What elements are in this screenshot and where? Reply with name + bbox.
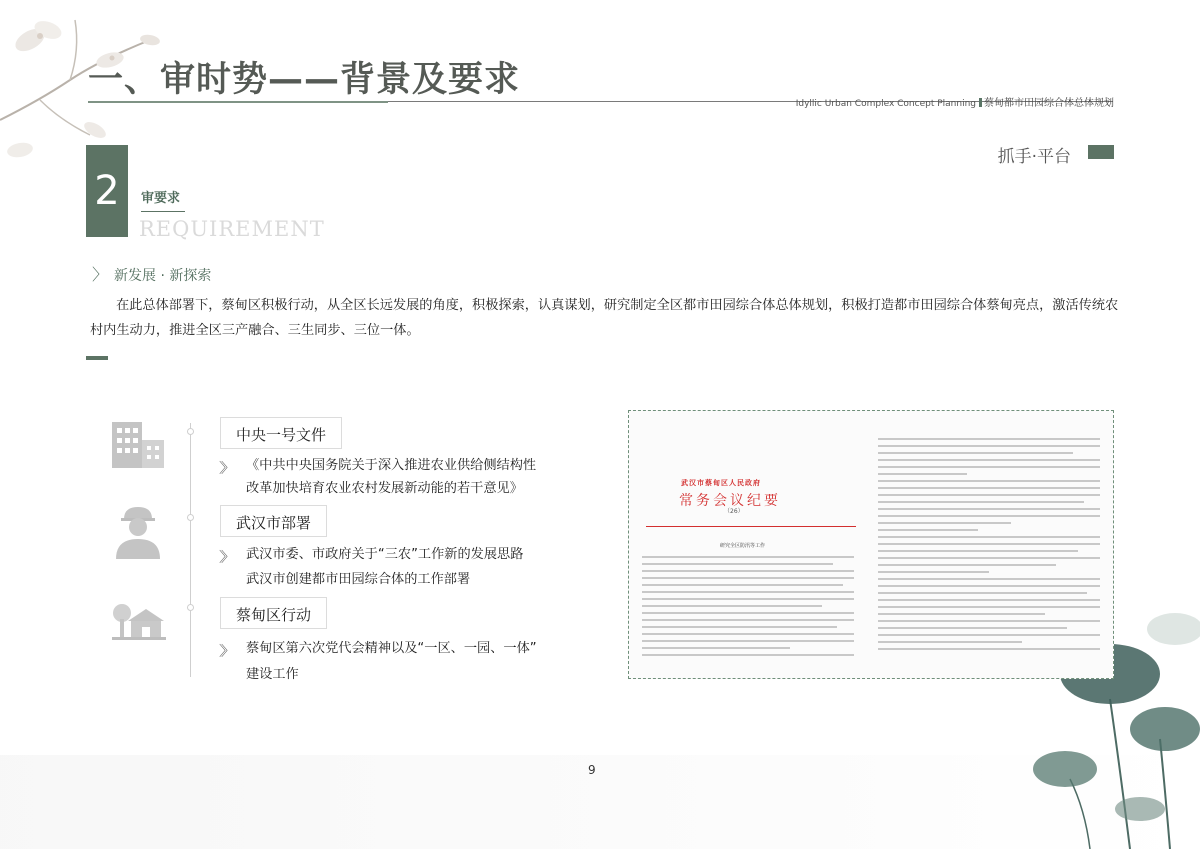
timeline-tag: 武汉市部署: [220, 505, 327, 537]
timeline-item-text: 《中共中央国务院关于深入推进农业供给侧结构性: [246, 458, 537, 473]
double-chevron-icon: 〉〉: [219, 461, 230, 477]
double-chevron-icon: 〉〉: [219, 550, 230, 566]
timeline-line: [190, 423, 191, 677]
document-left-column: [642, 556, 854, 661]
intro-paragraph: 在此总体部署下，蔡甸区积极行动，从全区长远发展的角度，积极探索，认真谋划，研究制定全区都市田园综合体总体规划，积极打造都市田园综合体蔡甸亮点，激活传统农村内生动力，推进全区三产融合、三生同步、三位一体。: [90, 298, 1119, 338]
header-rule-accent: [88, 101, 388, 103]
office-building-icon: [110, 420, 166, 470]
page-number: 9: [588, 763, 596, 777]
timeline-item-text: 建设工作: [246, 667, 299, 682]
timeline-item-text: 武汉市委、市政府关于“三农”工作新的发展思路: [246, 547, 524, 562]
chevron-right-icon: 〉: [92, 265, 109, 284]
subtitle-chinese: 蔡甸都市田园综合体总体规划: [984, 98, 1114, 109]
section-title-underline: [141, 211, 185, 212]
double-chevron-icon: 〉〉: [219, 644, 230, 660]
divider-bar: [86, 356, 108, 360]
section-title-english: REQUIREMENT: [139, 217, 325, 241]
subtitle-marker: [979, 98, 982, 107]
document-red-rule: [646, 526, 856, 527]
section-label-block: [1088, 145, 1114, 159]
timeline-tag: 蔡甸区行动: [220, 597, 327, 629]
farm-house-icon: [110, 603, 166, 641]
document-caption: 研究全区防汛等工作: [720, 543, 766, 549]
timeline-dot: [187, 428, 194, 435]
section-title: 审要求: [141, 191, 181, 206]
intro-heading-text: 新发展 · 新探索: [114, 268, 212, 284]
section-label: 抓手·平台: [997, 147, 1071, 167]
page-title: 一、审时势——背景及要求: [88, 60, 521, 100]
worker-person-icon: [112, 503, 164, 559]
document-issuer: 武汉市蔡甸区人民政府: [681, 479, 761, 487]
document-title: 常务会议纪要: [679, 493, 781, 509]
subtitle-english: Idyllic Urban Complex Concept Planning: [795, 99, 976, 109]
section-number: 2: [86, 145, 128, 237]
document-right-column: [878, 438, 1100, 655]
timeline-dot: [187, 514, 194, 521]
timeline-item-text: 武汉市创建都市田园综合体的工作部署: [246, 572, 471, 587]
timeline-tag: 中央一号文件: [220, 417, 342, 449]
timeline-item-text: 蔡甸区第六次党代会精神以及“一区、一园、一体”: [246, 641, 537, 656]
timeline-dot: [187, 604, 194, 611]
header-subtitle: [796, 94, 1114, 109]
document-number: （26）: [724, 508, 744, 515]
timeline-item-text: 改革加快培育农业农村发展新动能的若干意见》: [246, 481, 523, 496]
intro-heading: [92, 262, 211, 285]
